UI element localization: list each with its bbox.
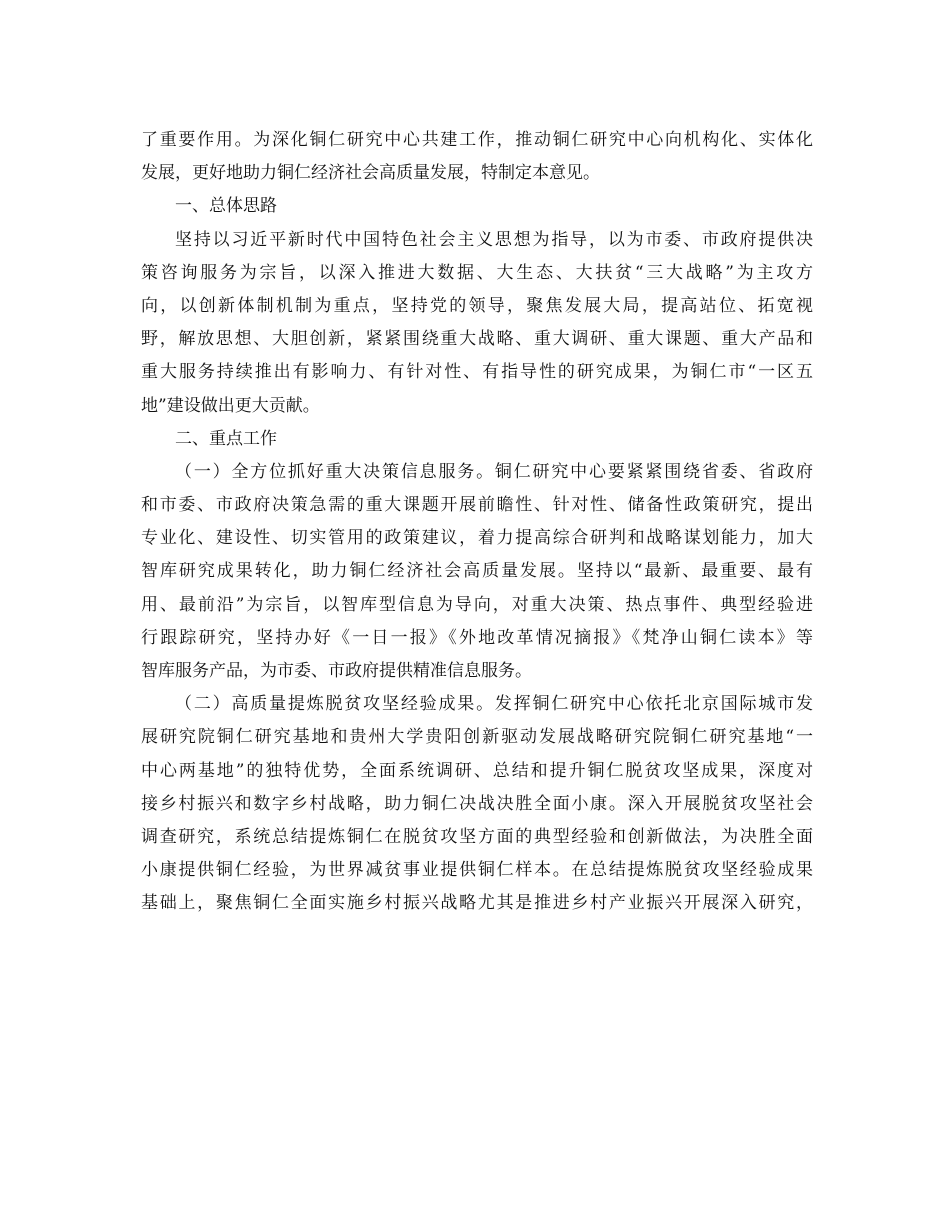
text-line: （一）全方位抓好重大决策信息服务。铜仁研究中心要紧紧围绕省委、省政府 bbox=[175, 461, 813, 482]
paragraph-intro-continuation bbox=[141, 124, 813, 190]
text-line: 了重要作用。为深化铜仁研究中心共建工作，推动铜仁研究中心向机构化、实体化 bbox=[141, 130, 813, 150]
text-line: 调查研究，系统总结提炼铜仁在脱贫攻坚方面的典型经验和创新做法，为决胜全面 bbox=[141, 826, 813, 847]
text-line: 基础上，聚焦铜仁全面实施乡村振兴战略尤其是推进乡村产业振兴开展深入研究， bbox=[141, 893, 813, 914]
text-line: （二）高质量提炼脱贫攻坚经验成果。发挥铜仁研究中心依托北京国际城市发 bbox=[175, 694, 813, 715]
paragraph-overall-approach bbox=[141, 224, 813, 423]
text-line: 向，以创新体制机制为重点，坚持党的领导，聚焦发展大局，提高站位、拓宽视 bbox=[141, 295, 813, 316]
text-line: 智库服务产品，为市委、市政府提供精准信息服务。 bbox=[141, 661, 532, 681]
text-line: 野，解放思想、大胆创新，紧紧围绕重大战略、重大调研、重大课题、重大产品和 bbox=[141, 329, 813, 350]
text-line: 小康提供铜仁经验，为世界减贫事业提供铜仁样本。在总结提炼脱贫攻坚经验成果 bbox=[141, 860, 813, 881]
text-line: 专业化、建设性、切实管用的政策建议，着力提高综合研判和战略谋划能力，加大 bbox=[141, 528, 813, 549]
text-line: 策咨询服务为宗旨，以深入推进大数据、大生态、大扶贫“三大战略”为主攻方 bbox=[141, 262, 813, 283]
section-heading-overall-approach: 一、总体思路 bbox=[175, 196, 277, 217]
document-page bbox=[141, 124, 813, 921]
text-line: 行跟踪研究，坚持办好《一日一报》《外地改革情况摘报》《梵净山铜仁读本》等 bbox=[141, 627, 813, 648]
text-line: 地”建设做出更大贡献。 bbox=[141, 395, 320, 416]
paragraph-key-work-item-1 bbox=[141, 456, 813, 688]
text-line: 发展，更好地助力铜仁经济社会高质量发展，特制定本意见。 bbox=[141, 163, 600, 184]
text-line: 和市委、市政府决策急需的重大课题开展前瞻性、针对性、储备性政策研究，提出 bbox=[141, 495, 813, 516]
section-heading-key-work: 二、重点工作 bbox=[175, 428, 277, 449]
text-line: 展研究院铜仁研究基地和贵州大学贵阳创新驱动发展战略研究院铜仁研究基地“一 bbox=[141, 727, 813, 748]
paragraph-key-work-item-2 bbox=[141, 688, 813, 920]
text-line: 重大服务持续推出有影响力、有针对性、有指导性的研究成果，为铜仁市“一区五 bbox=[141, 362, 813, 383]
text-line: 接乡村振兴和数字乡村战略，助力铜仁决战决胜全面小康。深入开展脱贫攻坚社会 bbox=[141, 793, 813, 814]
text-line: 中心两基地”的独特优势，全面系统调研、总结和提升铜仁脱贫攻坚成果，深度对 bbox=[141, 760, 813, 781]
text-line: 坚持以习近平新时代中国特色社会主义思想为指导，以为市委、市政府提供决 bbox=[175, 229, 813, 250]
text-line: 智库研究成果转化，助力铜仁经济社会高质量发展。坚持以“最新、最重要、最有 bbox=[141, 561, 813, 582]
text-line: 用、最前沿”为宗旨，以智库型信息为导向，对重大决策、热点事件、典型经验进 bbox=[141, 594, 813, 615]
